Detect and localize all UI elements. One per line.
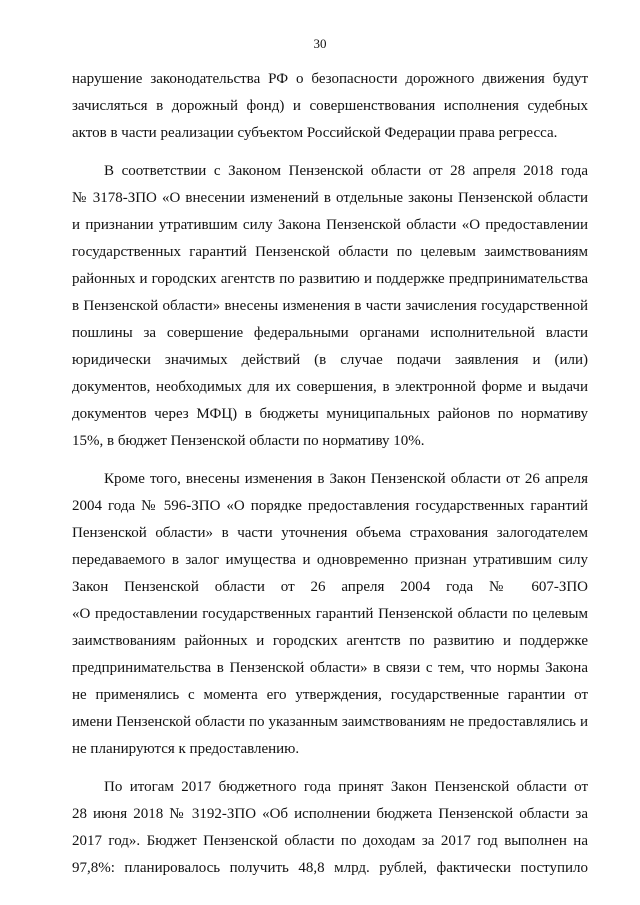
- text-line: Кроме того, внесены изменения в Закон Пензенской области от 26 апреля: [104, 471, 588, 487]
- text-line: актов в части реализации субъектом Российской Федерации права регресса.: [72, 125, 558, 141]
- text-line: документов, необходимых для их совершения, в электронной форме и выдачи: [72, 379, 588, 395]
- text-line: По итогам 2017 бюджетного года принят Закон Пензенской области от: [104, 779, 588, 795]
- text-line: документов через МФЦ) в бюджеты муниципальных районов по нормативу: [72, 406, 588, 422]
- text-line: и признании утратившим силу Закона Пензенской области «О предоставлении: [72, 217, 588, 233]
- paragraph: [72, 158, 588, 455]
- text-line: нарушение законодательства РФ о безопасности дорожного движения будут: [72, 71, 588, 87]
- text-line: юридически значимых действий (в случае подачи заявления и (или): [72, 352, 588, 368]
- text-line: 15%, в бюджет Пензенской области по нормативу 10%.: [72, 433, 425, 449]
- paragraph: [72, 466, 588, 763]
- text-line: 28 июня 2018 № 3192-ЗПО «Об исполнении бюджета Пензенской области за: [72, 806, 588, 822]
- text-line: В соответствии с Законом Пензенской области от 28 апреля 2018 года: [104, 163, 588, 179]
- page-number: 30: [313, 36, 327, 51]
- text-line: Закон Пензенской области от 26 апреля 2004 года № 607-ЗПО: [72, 579, 588, 595]
- document-body: [72, 66, 588, 893]
- text-line: 2017 год». Бюджет Пензенской области по доходам за 2017 год выполнен на: [72, 833, 588, 849]
- text-line: не применялись с момента его утверждения, государственные гарантии от: [72, 687, 588, 703]
- paragraph: [72, 774, 588, 882]
- text-line: не планируются к предоставлению.: [72, 741, 300, 757]
- text-line: в Пензенской области» внесены изменения в части зачисления государственной: [72, 298, 588, 314]
- text-line: заимствованиям районных и городских агентств по развитию и поддержке: [72, 633, 588, 649]
- text-line: Пензенской области» в части уточнения объема страхования залогодателем: [72, 525, 588, 541]
- text-line: районных и городских агентств по развитию и поддержке предпринимательства: [72, 271, 588, 287]
- text-line: зачисляться в дорожный фонд) и совершенствования исполнения судебных: [72, 98, 588, 114]
- text-line: имени Пензенской области по указанным заимствованиям не предоставлялись и: [72, 714, 588, 730]
- paragraph: [72, 66, 588, 147]
- text-line: государственных гарантий Пензенской области по целевым заимствованиям: [72, 244, 588, 260]
- text-line: пошлины за совершение федеральными органами исполнительной власти: [72, 325, 588, 341]
- text-line: передаваемого в залог имущества и одновременно признан утратившим силу: [72, 552, 588, 568]
- text-line: 97,8%: планировалось получить 48,8 млрд. рублей, фактически поступило: [72, 860, 588, 876]
- text-line: № 3178-ЗПО «О внесении изменений в отдельные законы Пензенской области: [72, 190, 588, 206]
- text-line: 2004 года № 596-ЗПО «О порядке предоставления государственных гарантий: [72, 498, 588, 514]
- text-line: «О предоставлении государственных гарантий Пензенской области по целевым: [72, 606, 588, 622]
- text-line: предпринимательства в Пензенской области» в связи с тем, что нормы Закона: [72, 660, 588, 676]
